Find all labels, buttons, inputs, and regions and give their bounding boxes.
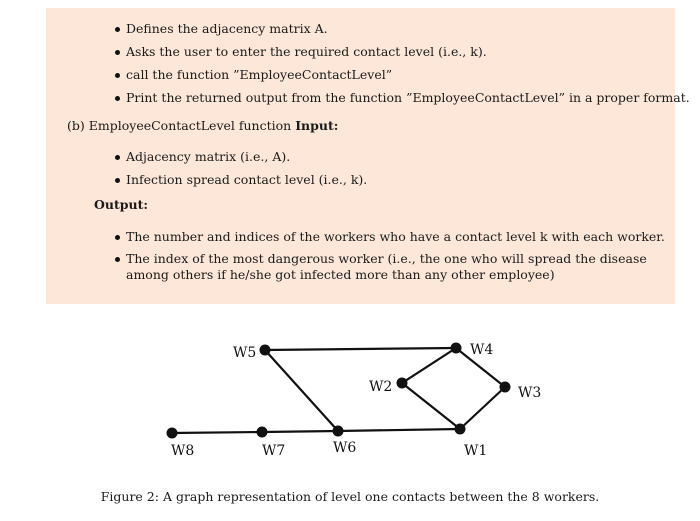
edge-w5-w6 xyxy=(265,350,338,431)
main-bullet-3: call the function ”EmployeeContactLevel” xyxy=(126,67,393,82)
node-w8 xyxy=(167,428,178,439)
input-heading: Input: xyxy=(295,118,339,133)
edge-w6-w1 xyxy=(338,429,460,431)
node-w7 xyxy=(257,427,268,438)
node-w1 xyxy=(455,424,466,435)
output-bullet-2: The index of the most dangerous worker (i.e., the one who will spread the disease among others if he/she got infected more than any other employee) xyxy=(126,251,647,282)
label-w1: W1 xyxy=(464,443,488,459)
node-w5 xyxy=(260,345,271,356)
main-bullet-1: Defines the adjacency matrix A. xyxy=(126,21,328,36)
edge-w3-w1 xyxy=(460,387,505,429)
label-w3: W3 xyxy=(518,385,542,401)
label-w6: W6 xyxy=(333,440,357,456)
output-heading: Output: xyxy=(94,197,148,212)
main-bullet-4: Print the returned output from the function ”EmployeeContactLevel” in a proper format. xyxy=(126,90,690,105)
node-w6 xyxy=(333,426,344,437)
edge-w5-w4 xyxy=(265,348,456,350)
main-bullet-2: Asks the user to enter the required contact level (i.e., k). xyxy=(126,44,487,59)
edge-w2-w4 xyxy=(402,348,456,383)
label-w2: W2 xyxy=(369,379,393,395)
input-bullet-2: Infection spread contact level (i.e., k). xyxy=(126,172,368,187)
label-w5: W5 xyxy=(233,345,257,361)
figure-caption: Figure 2: A graph representation of level one contacts between the 8 workers. xyxy=(100,489,600,504)
label-w8: W8 xyxy=(171,443,195,459)
node-w4 xyxy=(451,343,462,354)
edge-w2-w1 xyxy=(402,383,460,429)
part-b-function-name: EmployeeContactLevel function xyxy=(88,118,292,133)
label-w4: W4 xyxy=(470,342,494,358)
output-bullet-1: The number and indices of the workers who have a contact level k with each worker. xyxy=(126,229,665,244)
edge-w8-w7 xyxy=(172,432,262,433)
input-bullet-1: Adjacency matrix (i.e., A). xyxy=(126,149,291,164)
edge-w7-w6 xyxy=(262,431,338,432)
node-w3 xyxy=(500,382,511,393)
node-w2 xyxy=(397,378,408,389)
label-w7: W7 xyxy=(262,443,286,459)
part-b-label: (b) xyxy=(67,118,85,133)
